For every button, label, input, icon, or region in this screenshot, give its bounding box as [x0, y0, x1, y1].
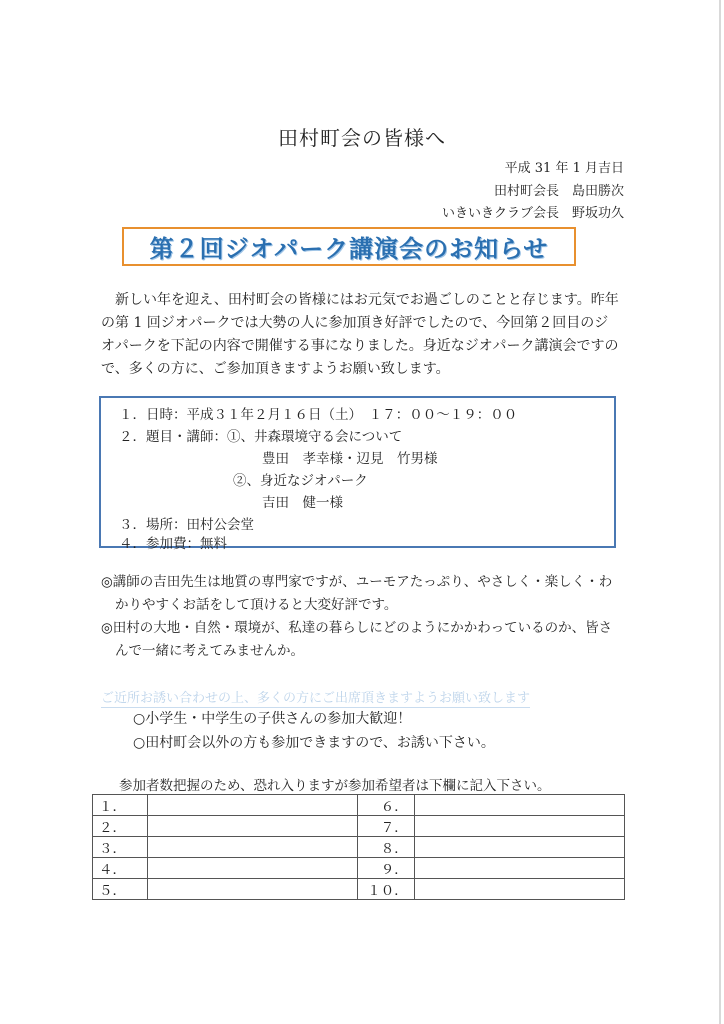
- sender-block: [442, 158, 624, 226]
- detail-datetime: １．日時：平成３１年２月１６日（土） １７：００～１９：００: [119, 407, 518, 423]
- intro-paragraph: 新しい年を迎え、田村町会の皆様にはお元気でお過ごしのことと存じます。昨年の第 1 回ジオパークでは大勢の人に参加頂き好評でしたので、今回第２回目のジオパークを下記の内容で開催する事になりました。身近なジオパーク講演会ですので、多くの方に、ご参加頂きますようお願い致します。: [101, 292, 619, 377]
- detail-venue: ３．場所：田村公会堂: [119, 517, 254, 533]
- row-number: ３．: [93, 837, 148, 858]
- registration-table: [92, 794, 625, 900]
- table-row: [93, 858, 625, 879]
- name-field[interactable]: [147, 837, 357, 858]
- welcome-children: ○小学生・中学生の子供さんの参加大歓迎！: [133, 711, 412, 727]
- row-number: １．: [93, 795, 148, 816]
- registration-instruction: 参加者数把握のため、恐れ入りますが参加希望者は下欄に記入下さい。: [119, 778, 551, 794]
- sender-club-chairman: いきいきクラブ会長 野坂功久: [441, 206, 624, 221]
- issue-date: 平成 31 年 1 月吉日: [504, 161, 624, 176]
- detail-topic-2: ②、身近なジオパーク: [233, 473, 368, 489]
- name-field[interactable]: [147, 879, 357, 900]
- row-number: ５．: [93, 879, 148, 900]
- note-environment: ◎田村の大地・自然・環境が、私達の暮らしにどのようにかかわっているのか、皆さんで一緒に考えてみませんか。: [101, 620, 613, 659]
- table-row: [93, 795, 625, 816]
- name-field[interactable]: [414, 879, 624, 900]
- table-row: [93, 816, 625, 837]
- detail-speaker-2: 吉田 健一様: [262, 495, 343, 511]
- name-field[interactable]: [414, 816, 624, 837]
- name-field[interactable]: [147, 858, 357, 879]
- detail-topic-speaker: ２．題目・講師：①、井森環境守る会について: [119, 429, 403, 445]
- note-speaker: ◎講師の吉田先生は地質の専門家ですが、ユーモアたっぷり、やさしく・楽しく・わかりやすくお話をして頂けると大変好評です。: [101, 574, 613, 613]
- row-number: ９．: [358, 858, 415, 879]
- detail-speaker-1: 豊田 孝幸様・辺見 竹男様: [262, 451, 438, 467]
- name-field[interactable]: [414, 858, 624, 879]
- notes-section: [101, 571, 623, 663]
- name-field[interactable]: [414, 837, 624, 858]
- title-banner: 第２回ジオパーク講演会のお知らせ: [122, 227, 576, 266]
- row-number: １０．: [358, 879, 415, 900]
- faint-invitation-line: ご近所お誘い合わせの上、多くの方にご出席頂きますようお願い致します: [101, 687, 530, 708]
- detail-fee: ４．参加費：無料: [119, 536, 227, 552]
- name-field[interactable]: [147, 816, 357, 837]
- scan-edge-line: [719, 0, 721, 1024]
- salutation-heading: 田村町会の皆様へ: [278, 126, 446, 150]
- name-field[interactable]: [147, 795, 357, 816]
- row-number: ８．: [358, 837, 415, 858]
- row-number: ４．: [93, 858, 148, 879]
- row-number: ２．: [93, 816, 148, 837]
- row-number: ７．: [358, 816, 415, 837]
- table-row: [93, 879, 625, 900]
- event-details-box: [99, 396, 616, 552]
- sender-chairman: 田村町会長 島田勝次: [493, 183, 624, 199]
- welcome-outsiders: ○田村町会以外の方も参加できますので、お誘い下さい。: [133, 735, 495, 751]
- row-number: ６．: [358, 795, 415, 816]
- table-row: [93, 837, 625, 858]
- welcome-list: [133, 707, 495, 755]
- name-field[interactable]: [414, 795, 624, 816]
